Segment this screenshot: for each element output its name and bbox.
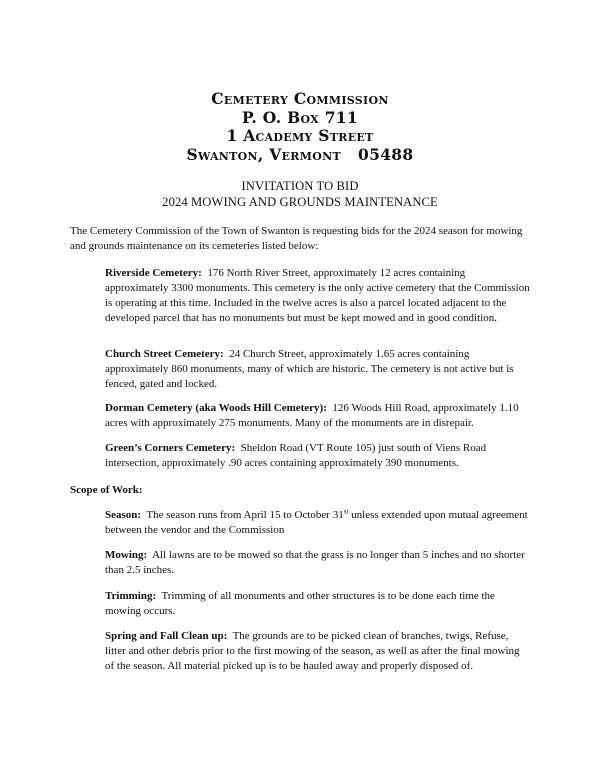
cemetery-name: Riverside Cemetery:: [105, 267, 202, 279]
scope-item-text: All lawns are to be mowed so that the grass is no longer than 5 inches and no shorter than 2.5 inches.: [105, 549, 525, 576]
scope-item-text: The grounds are to be picked clean of branches, twigs, Refuse, litter and other debris prior to the first mowing of the season, as well as after the final mowing of the season. All material picked up is to be hauled away and properly disposed of.: [105, 630, 520, 672]
scope-item-text-cont: unless extended upon mutual agreement between the vendor and the Commission: [105, 509, 528, 536]
letterhead-city: Swanton, Vermont 05488: [186, 144, 414, 164]
title-line-2: 2024 MOWING AND GROUNDS MAINTENANCE: [162, 195, 438, 209]
cemetery-greens-corners: [105, 441, 530, 471]
scope-cleanup: [105, 629, 530, 674]
letterhead-org: Cemetery Commission: [211, 89, 389, 108]
scope-item-name: Spring and Fall Clean up:: [105, 630, 228, 642]
intro-paragraph: The Cemetery Commission of the Town of Swanton is requesting bids for the 2024 season for mowing and grounds maintenance on its cemeteries listed below:: [70, 225, 523, 252]
cemetery-name: Church Street Cemetery:: [105, 348, 224, 360]
letterhead-street: 1 Academy Street: [226, 126, 374, 145]
letterhead: [0, 90, 600, 164]
scope-item-name: Season:: [105, 509, 142, 521]
scope-of-work-heading: Scope of Work:: [70, 484, 143, 496]
cemetery-church-street: [105, 347, 530, 392]
scope-item-name: Trimming:: [105, 590, 157, 602]
scope-item-name: Mowing:: [105, 549, 148, 561]
cemetery-dorman: [105, 401, 530, 431]
scope-season: [105, 508, 530, 538]
cemetery-description: 24 Church Street, approximately 1.65 acres containing approximately 860 monuments, many of which are historic. The cemetery is not active but is fenced, gated and locked.: [105, 348, 514, 390]
ordinal-suffix: st: [343, 507, 349, 516]
title-line-1: INVITATION TO BID: [241, 179, 359, 193]
document-title: [0, 178, 600, 210]
cemetery-description: 176 North River Street, approximately 12 acres containing approximately 3300 monuments. This cemetery is the only active cemetery that the Commission is operating at this time. Included in the twelve acres is also a parcel located adjacent to the developed parcel that has no monuments but must be kept mowed and in good condition.: [105, 267, 530, 324]
cemetery-name: Dorman Cemetery (aka Woods Hill Cemetery):: [105, 402, 327, 414]
scope-mowing: [105, 548, 530, 578]
cemetery-description: Sheldon Road (VT Route 105) just south of Viens Road intersection, approximately .90 acres containing approximately 390 monuments.: [105, 442, 487, 469]
scope-item-text: Trimming of all monuments and other structures is to be done each time the mowing occurs.: [105, 590, 495, 617]
letterhead-po-box: P. O. Box 711: [242, 107, 358, 127]
cemetery-name: Green’s Corners Cemetery:: [105, 442, 236, 454]
scope-trimming: [105, 589, 530, 619]
cemetery-riverside: [105, 266, 530, 326]
cemetery-description: 126 Woods Hill Road, approximately 1.10 acres with approximately 275 monuments. Many of the monuments are in disrepair.: [105, 402, 519, 429]
scope-item-text: The season runs from April 15 to October 31: [146, 509, 344, 521]
